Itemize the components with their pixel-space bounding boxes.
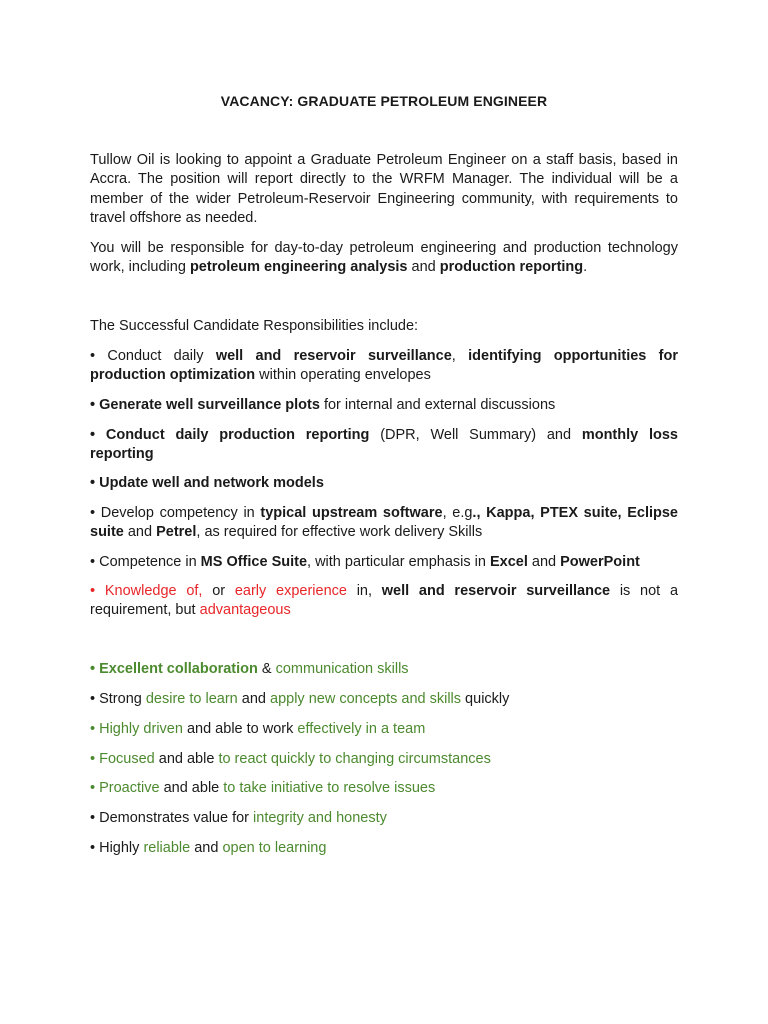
skill-item: • Highly driven and able to work effectively in a team [90,721,426,737]
responsibility-item: • Generate well surveillance plots for internal and external discussions [90,397,556,413]
skill-item: • Focused and able to react quickly to changing circumstances [90,751,491,767]
skill-item: • Excellent collaboration & communication skills [90,661,409,677]
responsibility-item: • Knowledge of, or early experience in, well and reservoir surveillance is not a requirement, but advantageous [90,583,679,619]
responsibility-item: • Update well and network models [90,475,324,491]
skill-item: • Highly reliable and open to learning [90,840,327,856]
skill-item: • Proactive and able to take initiative to resolve issues [90,780,436,796]
responsibility-item: • Conduct daily production reporting (DPR, Well Summary) and monthly loss reporting [90,427,678,463]
skill-item: • Demonstrates value for integrity and honesty [90,810,387,826]
responsibility-item: • Develop competency in typical upstream software, e.g., Kappa, PTEX suite, Eclipse suite and Petrel, as required for effective work delivery Skills [90,505,678,541]
responsibility-item: • Competence in MS Office Suite, with particular emphasis in Excel and PowerPoint [90,554,640,570]
page-title: VACANCY: GRADUATE PETROLEUM ENGINEER [220,93,548,109]
responsibility-item: • Conduct daily well and reservoir surveillance, identifying opportunities for production optimization within operating envelopes [90,348,678,384]
intro-paragraph: Tullow Oil is looking to appoint a Graduate Petroleum Engineer on a staff basis, based in Accra. The position will report directly to the WRFM Manager. The individual will be a member of the wider Petroleum-Reservoir Engineering community, with requirements to travel offshore as needed. [90,152,678,227]
responsibilities-heading: The Successful Candidate Responsibilities include: [90,318,419,334]
responsibility-paragraph: You will be responsible for day-to-day petroleum engineering and production technology work, including petroleum engineering analysis and production reporting. [90,240,678,276]
skill-item: • Strong desire to learn and apply new concepts and skills quickly [90,691,510,707]
